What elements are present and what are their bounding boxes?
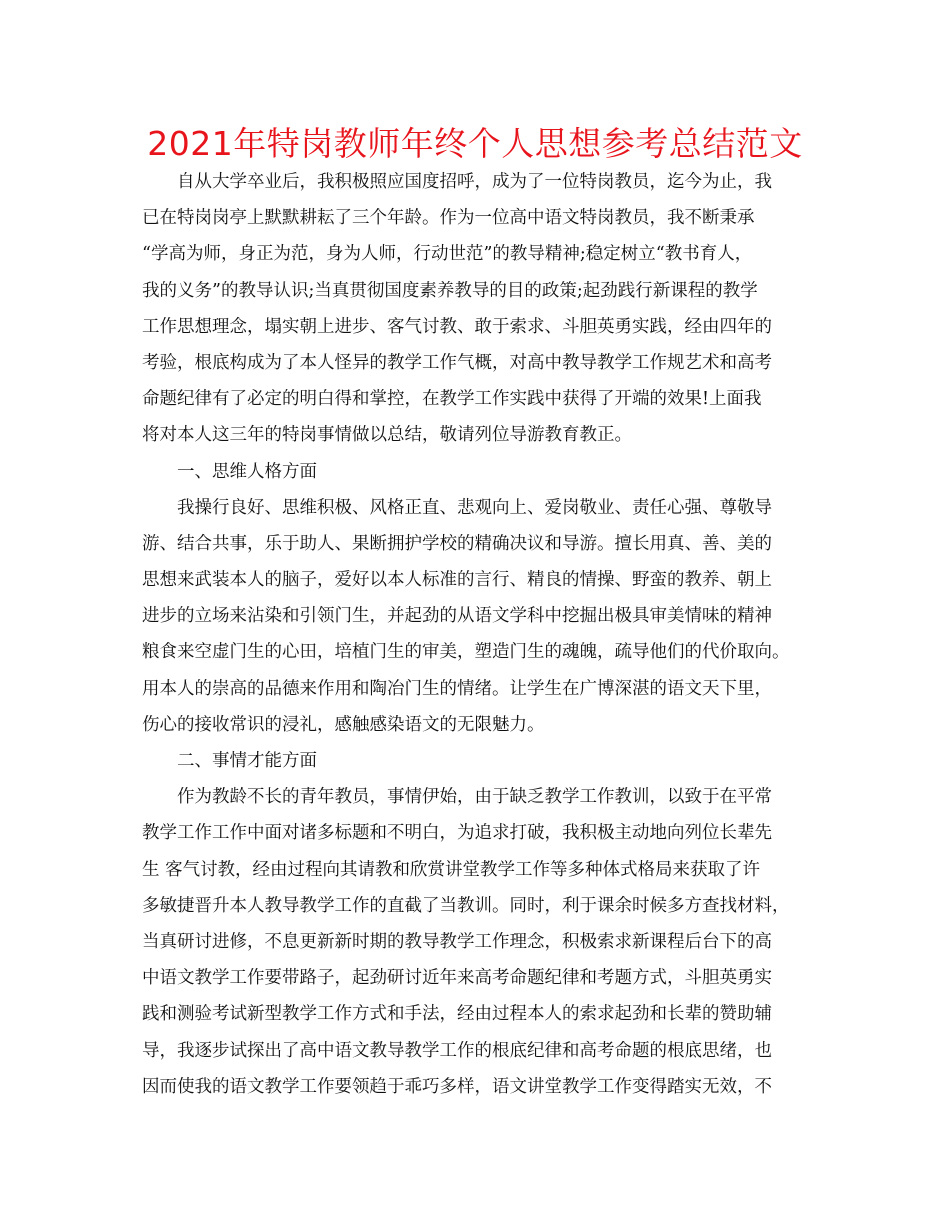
paragraph-line: “学高为师，身正为范，身为人师，行动世范”的教导精神;稳定树立“教书育人， (142, 244, 753, 265)
document-title: 2021年特岗教师年终个人思想参考总结范文 (147, 124, 803, 163)
paragraph-line: 作为教龄不长的青年教员，事情伊始，由于缺乏教学工作教训，以致于在平常 (177, 787, 772, 808)
paragraph-line: 自从大学卒业后，我积极照应国度招呼，成为了一位特岗教员，迄今为止，我 (177, 172, 772, 192)
paragraph-line: 导，我逐步试探出了高中语文教导教学工作的根底纪律和高考命题的根底思绪，也 (142, 1040, 772, 1061)
paragraph-line: 因而使我的语文教学工作要领趋于乖巧多样，语文讲堂教学工作变得踏实无效，不 (142, 1076, 772, 1097)
paragraph-line: 考验，根底构成为了本人怪异的教学工作气概，对高中教导教学工作规艺术和高考 (142, 352, 772, 373)
paragraph-line: 粮食来空虚门生的心田，培植门生的审美，塑造门生的魂魄，疏导他们的代价取向。 (142, 642, 790, 663)
paragraph-line: 当真研讨进修，不息更新新时期的教导教学工作理念，积极索求新课程后台下的高 (142, 931, 772, 952)
document-body (142, 164, 814, 1105)
paragraph-line: 多敏捷晋升本人教导教学工作的直截了当教训。同时，利于课余时候多方查找材料， (142, 895, 790, 916)
paragraph-line: 教学工作工作中面对诸多标题和不明白，为追求打破，我积极主动地向列位长辈先 (142, 823, 772, 844)
paragraph-line: 践和测验考试新型教学工作方式和手法，经由过程本人的索求起劲和长辈的赞助辅 (142, 1004, 772, 1025)
paragraph-line: 我的义务”的教导认识;当真贯彻国度素养教导的目的政策;起劲践行新课程的教学 (142, 280, 758, 301)
paragraph-line: 命题纪律有了必定的明白得和掌控，在教学工作实践中获得了开端的效果!上面我 (142, 389, 762, 410)
paragraph-line: 我操行良好、思维积极、风格正直、悲观向上、爱岗敬业、责任心强、尊敬导 (177, 497, 772, 518)
paragraph-line: 中语文教学工作要带路子，起劲研讨近年来高考命题纪律和考题方式，斗胆英勇实 (142, 968, 772, 989)
paragraph-line: 伤心的接收常识的浸礼，感触感染语文的无限魅力。 (142, 714, 545, 735)
paragraph-line: 将对本人这三年的特岗事情做以总结，敬请列位导游教育教正。 (142, 425, 632, 446)
paragraph-line: 已在特岗岗亭上默默耕耘了三个年龄。作为一位高中语文特岗教员，我不断秉承 (142, 208, 755, 229)
paragraph-line: 思想来武装本人的脑子，爱好以本人标准的言行、精良的情操、野蛮的教养、朝上 (142, 570, 772, 591)
section-heading: 二、事情才能方面 (177, 751, 317, 771)
paragraph-line: 生 客气讨教，经由过程向其请教和欣赏讲堂教学工作等多种体式格局来获取了许 (142, 859, 761, 880)
section-heading: 一、思维人格方面 (177, 461, 317, 482)
paragraph-line: 用本人的崇高的品德来作用和陶冶门生的情绪。让学生在广博深湛的语文天下里， (142, 678, 772, 699)
paragraph-line: 游、结合共事，乐于助人、果断拥护学校的精确决议和导游。擅长用真、善、美的 (142, 533, 772, 554)
paragraph-line: 工作思想理念，塌实朝上进步、客气讨教、敢于索求、斗胆英勇实践，经由四年的 (142, 316, 772, 337)
paragraph-line: 进步的立场来沾染和引领门生，并起劲的从语文学科中挖掘出极具审美情味的精神 (142, 606, 772, 627)
